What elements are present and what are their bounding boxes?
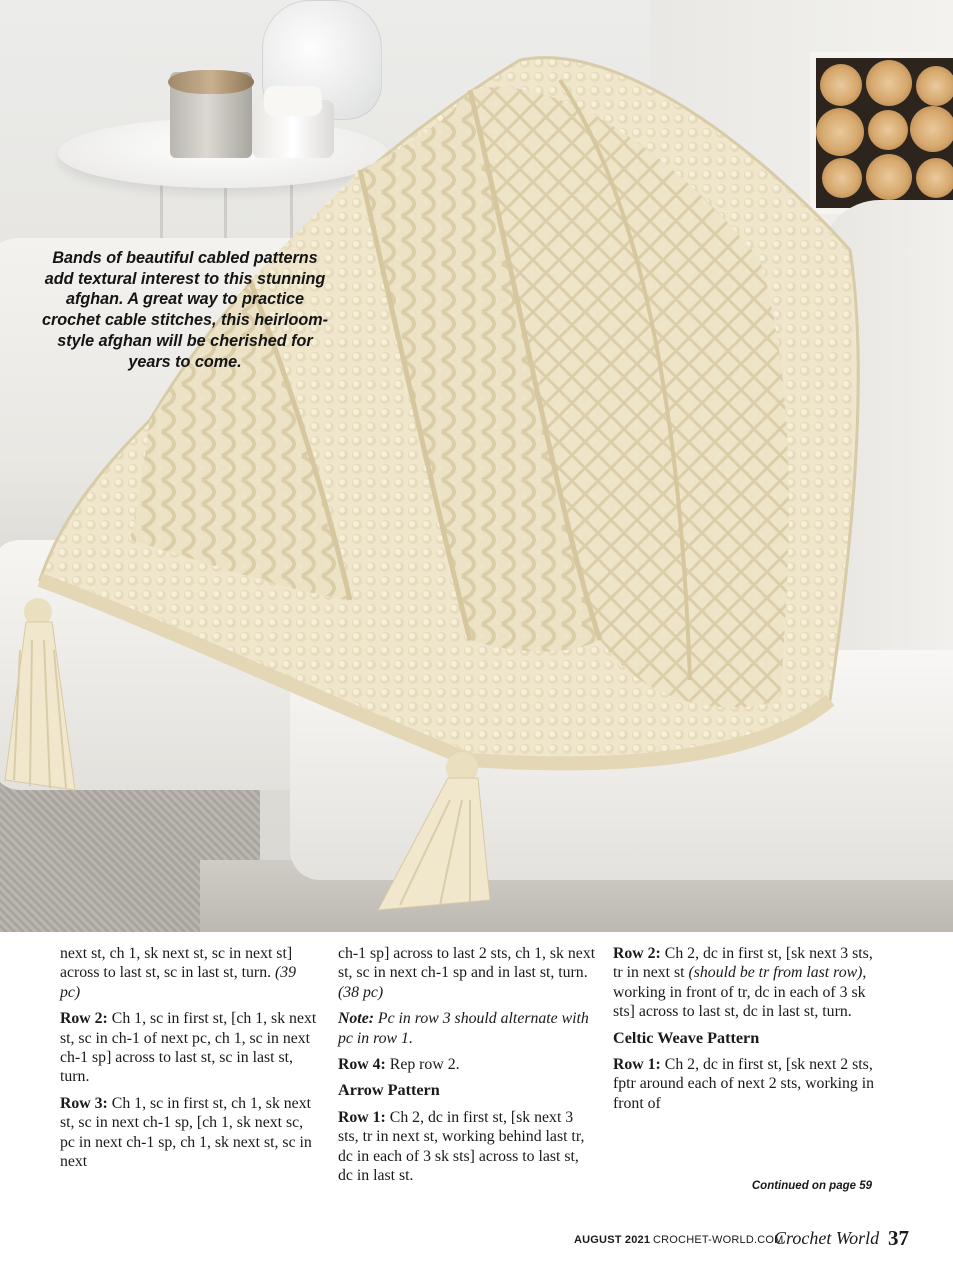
- paragraph-row1-end: [60, 944, 318, 1002]
- paragraph-text: Ch 1, sc in first st, ch 1, sk next st, sc in next ch-1 sp, [ch 1, sk next sc, pc in next ch-1 sp, ch 1, sk next st, sc in next: [60, 1094, 312, 1171]
- paragraph-text: , working in front of tr, dc in each of 3 sk sts] across to last st, dc in last st, turn.: [613, 964, 867, 1021]
- paragraph-text: next st, ch 1, sk next st, sc in next st] across to last st, sc in last st, turn.: [60, 945, 293, 982]
- row-label: Row 3:: [60, 1094, 108, 1112]
- row-label: Row 2:: [60, 1010, 108, 1028]
- tassel-right: [378, 752, 490, 910]
- section-heading-arrow: Arrow Pattern: [338, 1081, 440, 1100]
- paragraph-row3-end: [338, 944, 596, 1002]
- stitch-count: (39 pc): [60, 964, 297, 1001]
- paragraph-text: Ch 2, dc in first st, [sk next 3 sts, tr in next st: [613, 945, 873, 982]
- paragraph-text: Ch 2, dc in first st, [sk next 3 sts, tr in next st, working behind last tr, dc in each of 3 sk sts] across to last st, dc in last st.: [338, 1108, 585, 1185]
- row-label: Row 4:: [338, 1056, 386, 1074]
- note-paragraph: [338, 1009, 596, 1048]
- paragraph-row4: [338, 1055, 596, 1074]
- text-column-1: [60, 944, 318, 1178]
- continued-on-note: Continued on page 59: [751, 1180, 872, 1192]
- paragraph-text: Ch 2, dc in first st, [sk next 2 sts, fptr around each of next 2 sts, working in front of: [613, 1056, 875, 1112]
- footer-magazine-name: Crochet World: [774, 1228, 880, 1248]
- note-text: Pc in row 3 should alternate with pc in row 1.: [338, 1010, 589, 1047]
- paragraph-celtic-row1: [613, 1055, 875, 1113]
- text-column-3: [613, 944, 875, 1120]
- footer-website: CROCHET-WORLD.COM: [653, 1234, 784, 1246]
- text-column-2: [338, 944, 596, 1192]
- paragraph-text: Ch 1, sc in first st, [ch 1, sk next st, sc in ch-1 of next pc, ch 1, sc in next ch-1 sp] across to last st, sc in last st, turn.: [60, 1010, 317, 1086]
- paragraph-italic-note: (should be tr from last row): [688, 964, 863, 982]
- paragraph-text: ch-1 sp] across to last 2 sts, ch 1, sk next st, sc in next ch-1 sp and in last st, turn.: [338, 945, 596, 982]
- row-label: Row 1:: [613, 1056, 661, 1074]
- paragraph-arrow-row2: [613, 944, 875, 1022]
- footer-issue-date: AUGUST 2021: [574, 1234, 651, 1246]
- paragraph-text: Rep row 2.: [389, 1056, 460, 1074]
- photo-caption: Bands of beautiful cabled patterns add textural interest to this stunning afghan. A great way to practice crochet cable stitches, this heirloom-style afghan will be cherished for years to come.: [41, 249, 329, 371]
- tassel-left: [5, 598, 75, 790]
- note-label: Note:: [338, 1010, 374, 1028]
- stitch-count: (38 pc): [338, 983, 384, 1001]
- section-heading-celtic-weave: Celtic Weave Pattern: [613, 1028, 760, 1047]
- paragraph-row2: [60, 1009, 318, 1087]
- paragraph-row3: [60, 1094, 318, 1172]
- row-label: Row 1:: [338, 1108, 386, 1126]
- row-label: Row 2:: [613, 945, 661, 962]
- paragraph-arrow-row1: [338, 1108, 596, 1186]
- page-number: 37: [888, 1226, 909, 1250]
